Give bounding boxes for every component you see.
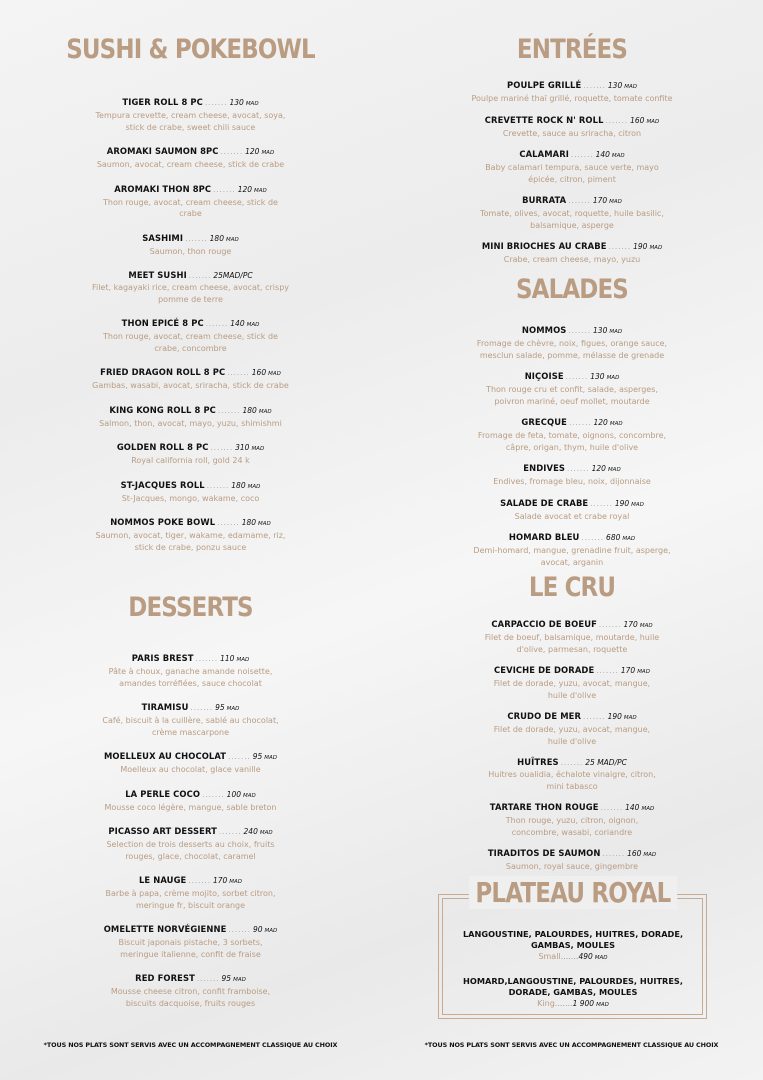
menu-item-description: Huitres oualidia, échalote vinaigre, citron, mini tabasco xyxy=(488,770,656,791)
menu-item-description: Filet de dorade, yuzu, avocat, mangue, huile d'olive xyxy=(493,679,651,700)
currency-label: MAD xyxy=(609,329,623,335)
left-footnote: *TOUS NOS PLATS SONT SERVIS AVEC UN ACCOMPAGNEMENT CLASSIQUE AU CHOIX xyxy=(43,1041,338,1049)
leader-dots: ....... xyxy=(227,369,250,377)
menu-item xyxy=(472,325,672,361)
menu-item-price: 100 xyxy=(226,789,241,799)
currency-label: MAD xyxy=(258,521,271,527)
leader-dots: ....... xyxy=(220,148,244,156)
menu-item-price: 180 xyxy=(241,518,257,527)
menu-item-name: GRECQUE xyxy=(521,417,567,427)
menu-item-name: FRIED DRAGON ROLL 8 PC xyxy=(100,367,226,377)
menu-item xyxy=(101,653,281,689)
menu-item-price: 160 xyxy=(630,115,645,125)
section-title-salades: SALADES xyxy=(516,274,628,305)
menu-item-price: 160 xyxy=(251,368,267,377)
menu-item-price: 190 xyxy=(607,712,622,721)
section-title-plateau xyxy=(438,876,708,909)
salade-items xyxy=(381,325,763,578)
menu-item-price: 180 xyxy=(231,480,246,490)
leader-dots: ....... xyxy=(228,926,251,934)
menu-item xyxy=(101,751,281,776)
leader-dots: ....... xyxy=(204,99,228,107)
menu-item-name: SALADE DE CRABE xyxy=(500,497,589,508)
menu-item xyxy=(101,789,281,814)
menu-item-price: 160 xyxy=(627,849,642,858)
menu-item-description: Filet de dorade, yuzu, avocat, mangue, huile d'olive xyxy=(493,725,651,746)
leader-dots: ....... xyxy=(567,465,590,473)
menu-item xyxy=(485,802,660,838)
menu-item-name: RED FOREST xyxy=(135,973,195,983)
leader-dots: ....... xyxy=(560,952,579,961)
leader-dots: ....... xyxy=(213,185,236,194)
menu-item xyxy=(91,97,291,133)
leader-dots: ....... xyxy=(583,713,606,721)
leader-dots: ....... xyxy=(590,499,613,508)
menu-item-name: NOMMOS POKE BOWL xyxy=(110,517,216,527)
menu-item-price: 140 xyxy=(625,803,640,812)
sushi-items xyxy=(0,97,381,566)
currency-label: MAD xyxy=(264,928,278,934)
menu-item-price: 120 xyxy=(593,418,608,427)
leader-dots: ....... xyxy=(217,519,240,527)
leader-dots: ....... xyxy=(602,850,626,858)
menu-item-name: AROMAKI SAUMON 8PC xyxy=(106,146,219,156)
menu-item-description: Mousse coco légère, mangue, sable breton xyxy=(104,802,277,812)
menu-item-description: Filet de boeuf, balsamique, moutarde, huile d'olive, parmesan, roquette xyxy=(484,633,660,654)
menu-item-description: Crabe, cream cheese, mayo, yuzu xyxy=(503,255,641,264)
menu-item xyxy=(485,665,660,701)
menu-item-name: LA PERLE COCO xyxy=(125,788,201,799)
menu-item-description: Selection de trois desserts au choix, fruits rouges, glace, chocolat, caramel xyxy=(106,840,275,861)
menu-item-price: 680 xyxy=(606,533,621,542)
menu-item-name: KING KONG ROLL 8 PC xyxy=(109,404,216,415)
menu-item xyxy=(101,702,281,738)
leader-dots: ....... xyxy=(565,373,589,381)
menu-item-name: TIRAMISU xyxy=(141,702,189,712)
menu-item-price: 190 xyxy=(633,242,648,251)
currency-label: MAD xyxy=(261,150,275,156)
menu-item xyxy=(91,480,291,505)
currency-label: MAD xyxy=(631,501,644,508)
leader-dots: ....... xyxy=(196,975,220,983)
menu-item-price: 95 xyxy=(252,752,263,761)
leader-dots: ....... xyxy=(568,419,592,427)
leader-dots: ....... xyxy=(600,804,624,812)
menu-item-description: Barbe à papa, crème mojito, sorbet citron, meringue fr, biscuit orange xyxy=(105,889,276,910)
currency-label: MAD xyxy=(624,84,637,90)
leader-dots: ....... xyxy=(554,999,573,1008)
currency-label: MAD xyxy=(246,322,260,328)
leader-dots: ....... xyxy=(202,790,225,799)
plateau-item-name: HOMARD,LANGOUSTINE, PALOURDES, HUITRES, DORADE, GAMBAS, MOULES xyxy=(463,976,683,997)
menu-item-description: Salade avocat et crabe royal xyxy=(514,511,630,521)
menu-item-price: 190 xyxy=(614,498,630,508)
menu-item-description: Baby calamari tempura, sauce verte, mayo épicée, citron, piment xyxy=(485,163,659,184)
currency-label: MAD xyxy=(606,375,620,381)
menu-item-description: Saumon, thon rouge xyxy=(149,246,232,256)
plateau-size: Small xyxy=(538,952,561,961)
menu-item xyxy=(101,826,281,862)
currency-label: MAD xyxy=(225,236,239,243)
leader-dots: ....... xyxy=(195,655,219,663)
currency-label: MAD xyxy=(268,371,281,377)
menu-item xyxy=(470,115,675,140)
currency-label: MAD xyxy=(247,483,261,490)
leader-dots: ....... xyxy=(583,82,606,90)
menu-item-name: CRUDO DE MER xyxy=(507,711,582,721)
section-title-lecru: LE CRU xyxy=(528,572,616,603)
leader-dots: ....... xyxy=(217,406,241,415)
menu-item-name: MEET SUSHI xyxy=(128,270,187,280)
menu-item-price: 130 xyxy=(229,98,244,107)
plateau-items xyxy=(438,929,708,1023)
leader-dots: ....... xyxy=(581,534,605,542)
leader-dots: ....... xyxy=(210,444,234,452)
menu-item-description: Endives, fromage bleu, noix, dijonnaise xyxy=(493,477,651,486)
menu-item-name: LE NAUGE xyxy=(138,875,187,885)
menu-item-price: 170 xyxy=(592,196,608,205)
menu-item xyxy=(91,233,291,258)
currency-label: MAD xyxy=(623,715,637,721)
menu-item-name: THON EPICÉ 8 PC xyxy=(121,318,204,328)
menu-item-price: 120 xyxy=(237,184,253,194)
currency-label: MAD xyxy=(643,852,657,858)
leader-dots: ....... xyxy=(596,667,619,675)
menu-item-description: Fromage de feta, tomate, oignons, concombre, câpre, origan, thym, huile d'olive xyxy=(477,431,667,452)
menu-item-description: Demi-homard, mangue, grenadine fruit, asperge, avocat, arganin xyxy=(473,546,671,567)
currency-label: MAD xyxy=(596,1002,609,1008)
menu-item-name: PICASSO ART DESSERT xyxy=(108,826,217,836)
menu-item xyxy=(91,270,291,305)
menu-item-price: 240 xyxy=(243,827,258,836)
menu-item-description: Thon rouge cru et confit, salade, asperges, poivron mariné, oeuf mollet, moutarde xyxy=(486,385,658,406)
currency-label: MAD xyxy=(611,153,625,159)
plateau-size: King xyxy=(537,999,555,1008)
currency-label: MAD xyxy=(594,955,608,961)
menu-item xyxy=(472,532,672,568)
menu-item-description: Poulpe mariné thaï grillé, roquette, tomate confite xyxy=(471,94,673,103)
menu-item-price: 120 xyxy=(591,464,606,473)
currency-label: MAD xyxy=(236,657,250,663)
menu-item-price: 95 xyxy=(221,974,232,983)
menu-item-name: HUÎTRES xyxy=(517,757,559,767)
currency-label: MAD xyxy=(609,199,622,205)
menu-item xyxy=(91,146,291,171)
menu-item-description: Saumon, avocat, tiger, wakame, edamame, riz, stick de crabe, ponzu sauce xyxy=(95,531,286,552)
currency-label: MAD xyxy=(649,245,663,251)
menu-item-name: TIRADITOS DE SAUMON xyxy=(487,848,601,858)
menu-item xyxy=(485,757,660,792)
menu-item-price: 180 xyxy=(209,233,224,243)
menu-item xyxy=(470,149,675,185)
menu-item-price: 130 xyxy=(607,81,623,90)
lecru-items xyxy=(381,619,763,883)
menu-item-description: Saumon, royal sauce, gingembre xyxy=(505,862,639,871)
menu-item-description: Café, biscuit à la cuillère, sablé au chocolat, crème mascarpone xyxy=(102,716,279,737)
currency-label: MAD xyxy=(226,706,240,712)
dessert-items xyxy=(0,653,381,1022)
currency-label: MAD xyxy=(639,623,653,629)
leader-dots: ....... xyxy=(190,704,214,712)
menu-item-name: PARIS BREST xyxy=(131,653,194,663)
menu-item-name: NIÇOISE xyxy=(524,371,564,381)
menu-item xyxy=(485,619,660,655)
menu-item-price: 120 xyxy=(245,147,260,156)
menu-item-name: AROMAKI THON 8PC xyxy=(114,183,212,194)
leader-dots: ....... xyxy=(206,481,230,490)
plateau-title-text: PLATEAU ROYAL xyxy=(469,876,677,909)
menu-item xyxy=(91,367,291,392)
menu-item-description: Thon rouge, avocat, cream cheese, stick de crabe xyxy=(103,197,278,218)
menu-item-price: 95 xyxy=(215,703,225,712)
plateau-price: 490 xyxy=(578,952,593,961)
menu-item-description: Filet, kagayaki rice, cream cheese, avocat, crispy pomme de terre xyxy=(91,283,290,304)
menu-item xyxy=(101,973,281,1009)
menu-item-description: Mousse cheese citron, confit framboise, biscuits dacquoise, fruits rouges xyxy=(110,987,271,1008)
currency-label: MAD xyxy=(609,421,623,427)
menu-item-name: CARPACCIO DE BOEUF xyxy=(491,619,597,629)
menu-item xyxy=(472,371,672,407)
menu-item-price: 140 xyxy=(230,319,245,328)
currency-label: MAD xyxy=(641,806,655,812)
menu-item-description: Thon rouge, yuzu, citron, oignon, concombre, wasabi, coriandre xyxy=(505,816,639,837)
menu-item-name: MINI BRIOCHES AU CRABE xyxy=(481,241,607,251)
menu-item-description: Tomate, olives, avocat, roquette, huile basilic, balsamique, asperge xyxy=(480,209,664,230)
menu-item-description: Thon rouge, avocat, cream cheese, stick de crabe, concombre xyxy=(103,332,278,353)
leader-dots: ....... xyxy=(568,197,591,205)
currency-label: MAD xyxy=(258,408,272,415)
menu-item xyxy=(470,80,675,105)
currency-label: MAD xyxy=(637,669,650,675)
leader-dots: ....... xyxy=(218,828,242,836)
menu-item-name: ENDIVES xyxy=(523,463,566,473)
menu-item-price: 180 xyxy=(242,405,257,415)
leader-dots: ....... xyxy=(228,753,251,761)
menu-item-description: Gambas, wasabi, avocat, sriracha, stick de crabe xyxy=(92,381,289,390)
menu-item-price: 310 xyxy=(235,443,250,452)
menu-item-name: ST-JACQUES ROLL xyxy=(120,479,205,490)
menu-item-name: NOMMOS xyxy=(521,325,567,335)
plateau-item xyxy=(438,976,708,1011)
leader-dots: ....... xyxy=(205,320,229,328)
leader-dots: ....... xyxy=(185,234,208,243)
menu-item xyxy=(470,241,675,266)
leader-dots: ....... xyxy=(608,243,632,251)
section-title-entrees: ENTRÉES xyxy=(516,34,628,65)
section-title-sushi: SUSHI & POKEBOWL xyxy=(66,34,315,65)
menu-item-price: 110 xyxy=(220,654,235,663)
menu-item-name: HOMARD BLEU xyxy=(508,532,580,542)
leader-dots: ....... xyxy=(598,621,622,629)
menu-item-price: 25MAD/PC xyxy=(213,271,253,280)
leader-dots: ....... xyxy=(568,327,592,335)
menu-item xyxy=(485,848,660,873)
menu-item-name: SASHIMI xyxy=(142,232,184,243)
menu-item-description: Salmon, thon, avocat, mayo, yuzu, shimishmi xyxy=(99,418,282,428)
menu-item-name: TARTARE THON ROUGE xyxy=(489,802,599,812)
leader-dots: ....... xyxy=(605,116,629,125)
menu-item xyxy=(101,924,281,960)
menu-item xyxy=(91,517,291,553)
menu-item-description: Biscuit japonais pistache, 3 sorbets, meringue italienne, confit de fraise xyxy=(118,938,263,959)
menu-item-name: CREVETTE ROCK N' ROLL xyxy=(484,114,604,125)
menu-item-name: BURRATA xyxy=(522,195,567,205)
menu-item xyxy=(472,417,672,453)
currency-label: MAD xyxy=(245,101,259,107)
currency-label: MAD xyxy=(622,536,636,542)
menu-item-description: Tempura crevette, cream cheese, avocat, soya, stick de crabe, sweet chili sauce xyxy=(95,111,286,132)
menu-item-price: 130 xyxy=(590,372,605,381)
currency-label: MAD xyxy=(233,977,246,983)
menu-item-price: 170 xyxy=(212,876,228,885)
currency-label: MAD xyxy=(264,755,277,761)
currency-label: MAD xyxy=(259,830,273,836)
currency-label: MAD xyxy=(646,118,660,125)
menu-item-price: 90 xyxy=(253,925,263,934)
menu-item-description: Crevette, sauce au sriracha, citron xyxy=(502,128,642,138)
leader-dots: ....... xyxy=(570,151,594,159)
leader-dots: ....... xyxy=(188,877,211,885)
menu-item xyxy=(91,318,291,354)
menu-item-name: CEVICHE DE DORADE xyxy=(494,665,595,675)
menu-item-description: Royal california roll, gold 24 k xyxy=(131,456,250,465)
plateau-price: 1 900 xyxy=(572,999,595,1008)
menu-item-name: MOELLEUX AU CHOCOLAT xyxy=(104,751,227,761)
menu-item-price: 140 xyxy=(595,150,610,159)
plateau-item-name: LANGOUSTINE, PALOURDES, HUITRES, DORADE, GAMBAS, MOULES xyxy=(462,929,684,950)
plateau-item xyxy=(438,929,708,964)
section-title-desserts: DESSERTS xyxy=(128,592,253,623)
menu-item xyxy=(470,195,675,231)
currency-label: MAD xyxy=(607,467,621,473)
menu-item xyxy=(472,498,672,523)
menu-item-name: TIGER ROLL 8 PC xyxy=(122,97,203,107)
menu-item-name: OMELETTE NORVÉGIENNE xyxy=(103,924,227,934)
menu-item xyxy=(91,184,291,220)
menu-item-price: 170 xyxy=(620,666,636,675)
menu-item-description: Pâte à choux, ganache amande noisette, amandes torréfiées, sauce chocolat xyxy=(108,667,273,688)
menu-item-description: St-Jacques, mongo, wakame, coco xyxy=(121,493,260,503)
currency-label: MAD xyxy=(229,879,243,885)
menu-item-price: 25 MAD/PC xyxy=(585,758,627,767)
menu-item-description: Moelleux au chocolat, glace vanille xyxy=(120,765,261,774)
menu-item-description: Saumon, avocat, cream cheese, stick de crabe xyxy=(96,160,285,169)
currency-label: MAD xyxy=(254,187,267,194)
menu-item xyxy=(91,442,291,467)
menu-item-price: 130 xyxy=(593,326,608,335)
currency-label: MAD xyxy=(251,446,265,452)
menu-item xyxy=(472,463,672,488)
right-footnote: *TOUS NOS PLATS SONT SERVIS AVEC UN ACCOMPAGNEMENT CLASSIQUE AU CHOIX xyxy=(424,1041,719,1049)
leader-dots: ....... xyxy=(560,759,584,767)
menu-item-name: CALAMARI xyxy=(519,149,569,159)
leader-dots: ....... xyxy=(188,272,212,280)
menu-item xyxy=(101,875,281,911)
entree-items xyxy=(381,80,763,276)
menu-item-name: POULPE GRILLÉ xyxy=(507,80,582,90)
menu-item xyxy=(91,405,291,430)
menu-item xyxy=(485,711,660,747)
menu-item-price: 170 xyxy=(623,620,638,629)
currency-label: MAD xyxy=(243,792,256,799)
menu-item-name: GOLDEN ROLL 8 PC xyxy=(116,442,209,452)
menu-item-description: Fromage de chèvre, noix, figues, orange sauce, mesclun salade, pomme, mélasse de grenade xyxy=(476,339,668,360)
